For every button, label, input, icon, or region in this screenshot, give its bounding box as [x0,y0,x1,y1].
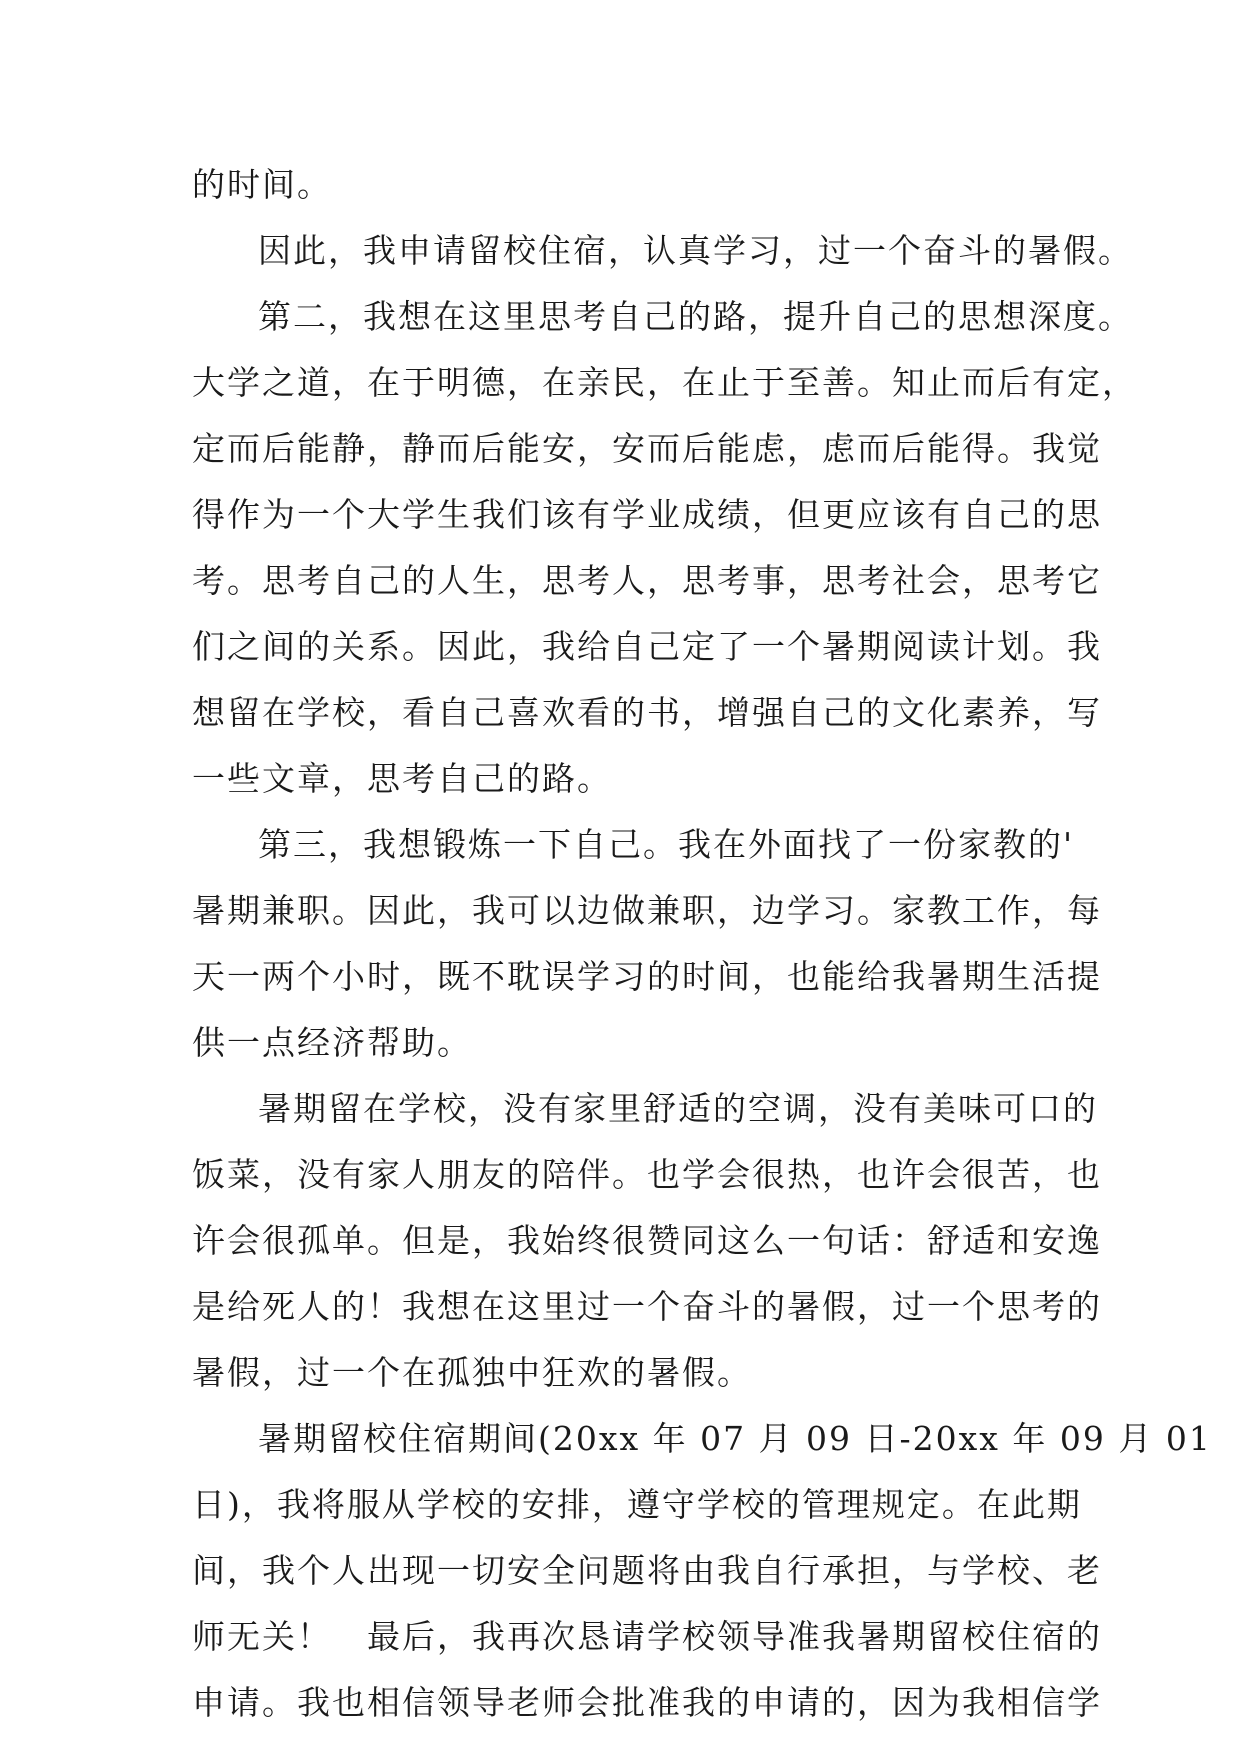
text-line: 因此，我申请留校住宿，认真学习，过一个奋斗的暑假。 [258,231,1133,270]
text-line: 是给死人的！我想在这里过一个奋斗的暑假，过一个思考的 [192,1287,1102,1326]
text-line: 考。思考自己的人生，思考人，思考事，思考社会，思考它 [192,561,1102,600]
text-line: 的时间。 [192,165,332,204]
text-line: 师无关！ 最后，我再次恳请学校领导准我暑期留校住宿的 [192,1617,1102,1656]
text-line: 暑期留在学校，没有家里舒适的空调，没有美味可口的 [258,1089,1098,1128]
text-line: 申请。我也相信领导老师会批准我的申请的，因为我相信学 [192,1683,1102,1722]
document-body [192,152,1212,1736]
text-line: 天一两个小时，既不耽误学习的时间，也能给我暑期生活提 [192,957,1102,996]
text-line: 暑假，过一个在孤独中狂欢的暑假。 [192,1353,752,1392]
text-line: 暑期留校住宿期间(20xx 年 07 月 09 日-20xx 年 09 月 01 [258,1419,1212,1458]
text-line: 许会很孤单。但是，我始终很赞同这么一句话：舒适和安逸 [192,1221,1102,1260]
text-line: 定而后能静，静而后能安，安而后能虑，虑而后能得。我觉 [192,429,1102,468]
text-line: 第三，我想锻炼一下自己。我在外面找了一份家教的' [258,825,1075,864]
text-line: 供一点经济帮助。 [192,1023,472,1062]
text-line: 间，我个人出现一切安全问题将由我自行承担，与学校、老 [192,1551,1102,1590]
text-line: 大学之道，在于明德，在亲民，在止于至善。知止而后有定， [192,363,1137,402]
text-line: 一些文章，思考自己的路。 [192,759,612,798]
text-line: 得作为一个大学生我们该有学业成绩，但更应该有自己的思 [192,495,1102,534]
text-line: 饭菜，没有家人朋友的陪伴。也学会很热，也许会很苦，也 [192,1155,1102,1194]
text-line: 们之间的关系。因此，我给自己定了一个暑期阅读计划。我 [192,627,1102,666]
text-line: 想留在学校，看自己喜欢看的书，增强自己的文化素养，写 [192,693,1102,732]
text-line: 日)，我将服从学校的安排，遵守学校的管理规定。在此期 [192,1485,1082,1524]
text-line: 暑期兼职。因此，我可以边做兼职，边学习。家教工作，每 [192,891,1102,930]
text-line: 第二，我想在这里思考自己的路，提升自己的思想深度。 [258,297,1133,336]
